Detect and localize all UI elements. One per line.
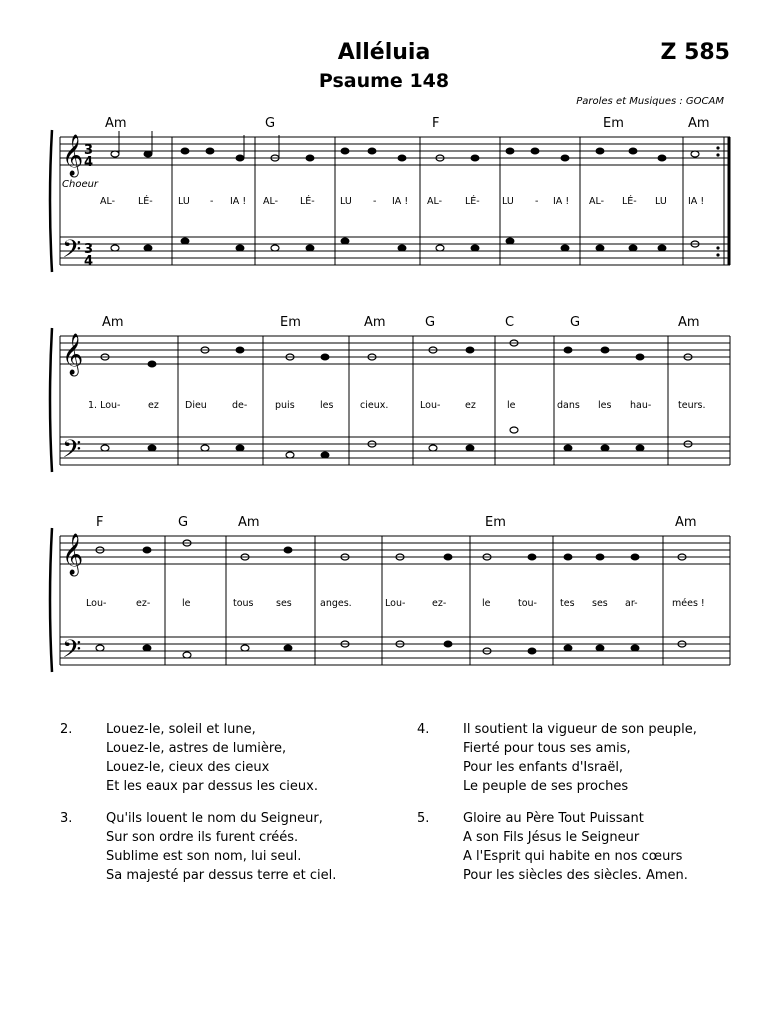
time-signature: 4 (84, 155, 94, 170)
system-3 (50, 515, 730, 672)
system-1 (50, 116, 730, 272)
lyric: Lou- (385, 598, 406, 609)
lyric: Lou- (86, 598, 107, 609)
system-bracket (50, 328, 52, 472)
time-signature: 3 (84, 143, 94, 158)
lyric: IA ! (553, 196, 570, 207)
lyric: AL- (589, 196, 605, 207)
lyric: hau- (630, 400, 652, 411)
verse-line: Il soutient la vigueur de son peuple, (463, 722, 697, 737)
verse-line: Pour les siècles des siècles. Amen. (463, 868, 688, 883)
verse-line: Louez-le, soleil et lune, (106, 722, 256, 737)
chord: Am (102, 315, 124, 330)
lyric: - (535, 196, 539, 207)
lyric: tou- (518, 598, 537, 609)
lyric: le (182, 598, 191, 609)
verse-line: A l'Esprit qui habite en nos cœurs (463, 849, 683, 864)
bass-clef-icon: 𝄢 (62, 635, 82, 670)
chord: Am (105, 116, 127, 131)
lyric: ses (276, 598, 292, 609)
lyric: LÉ- (138, 196, 153, 207)
verse-5 (417, 809, 697, 885)
chord: C (505, 315, 515, 330)
lyric: le (482, 598, 491, 609)
verses-left-column (60, 720, 336, 898)
chord: F (432, 116, 440, 131)
chord: G (570, 315, 581, 330)
lyric: AL- (100, 196, 116, 207)
chord: G (265, 116, 276, 131)
lyric: les (598, 400, 612, 411)
time-signature: 3 (84, 242, 94, 257)
choir-label: Choeur (62, 179, 99, 190)
bass-clef-icon: 𝄢 (62, 435, 82, 470)
lyric: LÉ- (300, 196, 315, 207)
lyric: - (210, 196, 214, 207)
page-subtitle: Psaume 148 (318, 70, 450, 92)
lyric: de- (232, 400, 248, 411)
lyric: Dieu (185, 400, 207, 411)
verse-number: 5. (417, 811, 430, 826)
lyric: ez (465, 400, 476, 411)
chord: Am (364, 315, 386, 330)
chord: Am (678, 315, 700, 330)
lyric: tous (233, 598, 254, 609)
repeat-dots (716, 146, 719, 256)
verse-line: A son Fils Jésus le Seigneur (463, 830, 640, 845)
treble-staff (60, 336, 730, 364)
chord: G (178, 515, 189, 530)
verse-3 (60, 809, 336, 885)
lyric: anges. (320, 598, 352, 609)
treble-staff (60, 536, 730, 564)
bass-staff (60, 637, 730, 665)
lyric: mées ! (672, 598, 705, 609)
time-signature: 4 (84, 254, 94, 269)
lyric: AL- (263, 196, 279, 207)
system-bracket (50, 528, 52, 672)
lyric: LU (502, 196, 514, 207)
lyric: LU (178, 196, 190, 207)
bass-clef-icon: 𝄢 (62, 235, 82, 270)
lyric: ez (148, 400, 159, 411)
lyric: LÉ- (622, 196, 637, 207)
verse-line: Sur son ordre ils furent créés. (106, 830, 299, 845)
lyric: Lou- (420, 400, 441, 411)
lyrics-line (86, 598, 705, 609)
verse-4 (417, 720, 697, 796)
verse-line: Et les eaux par dessus les cieux. (106, 779, 318, 794)
verse-line: Le peuple de ses proches (463, 779, 629, 794)
lyric: ez- (136, 598, 151, 609)
verse-line: Louez-le, astres de lumière, (106, 741, 287, 756)
verse-number: 2. (60, 722, 73, 737)
treble-clef-icon: 𝄞 (62, 534, 84, 575)
credits: Paroles et Musiques : GOCAM (576, 96, 724, 107)
treble-clef-icon: 𝄞 (62, 135, 84, 176)
verse-number: 4. (417, 722, 430, 737)
lyric: - (373, 196, 377, 207)
notes-system-2 (101, 340, 692, 458)
lyric: dans (557, 400, 580, 411)
lyric: cieux. (360, 400, 389, 411)
verse-line: Pour les enfants d'Israël, (463, 760, 624, 775)
lyric: LU (655, 196, 667, 207)
notes-system-1 (111, 131, 699, 251)
lyric: LÉ- (465, 196, 480, 207)
lyric: ez- (432, 598, 447, 609)
lyrics-line (88, 400, 705, 411)
chord: Em (603, 116, 624, 131)
chord: Em (485, 515, 506, 530)
bass-staff (60, 437, 730, 465)
verse-number: 3. (60, 811, 73, 826)
verse-line: Sa majesté par dessus terre et ciel. (106, 868, 337, 883)
bass-staff (60, 237, 730, 265)
lyric: ar- (625, 598, 638, 609)
lyric: IA ! (688, 196, 705, 207)
chord: Am (688, 116, 710, 131)
page-title: Alléluia (337, 40, 431, 65)
lyric: tes (560, 598, 575, 609)
chord: F (96, 515, 104, 530)
lyric: IA ! (230, 196, 247, 207)
chord: Am (238, 515, 260, 530)
verse-line: Fierté pour tous ses amis, (463, 741, 631, 756)
system-2 (50, 315, 730, 472)
system-bracket (50, 130, 52, 272)
verse-2 (60, 720, 336, 796)
chord: Em (280, 315, 301, 330)
lyric: IA ! (392, 196, 409, 207)
lyric: le (507, 400, 516, 411)
lyric: AL- (427, 196, 443, 207)
verses-right-column (417, 720, 697, 898)
verse-line: Qu'ils louent le nom du Seigneur, (106, 811, 323, 826)
lyrics-line (100, 195, 704, 207)
lyric: 1. Lou- (88, 400, 121, 411)
verse-line: Gloire au Père Tout Puissant (463, 811, 644, 826)
lyric: LU (340, 196, 352, 207)
lyric: teurs. (678, 400, 706, 411)
chord: G (425, 315, 436, 330)
verse-line: Sublime est son nom, lui seul. (106, 849, 302, 864)
treble-clef-icon: 𝄞 (62, 334, 84, 375)
verse-line: Louez-le, cieux des cieux (106, 760, 270, 775)
chord: Am (675, 515, 697, 530)
lyric: les (320, 400, 334, 411)
lyric: ses (592, 598, 608, 609)
lyric: puis (275, 400, 295, 411)
song-number: Z 585 (660, 40, 730, 65)
